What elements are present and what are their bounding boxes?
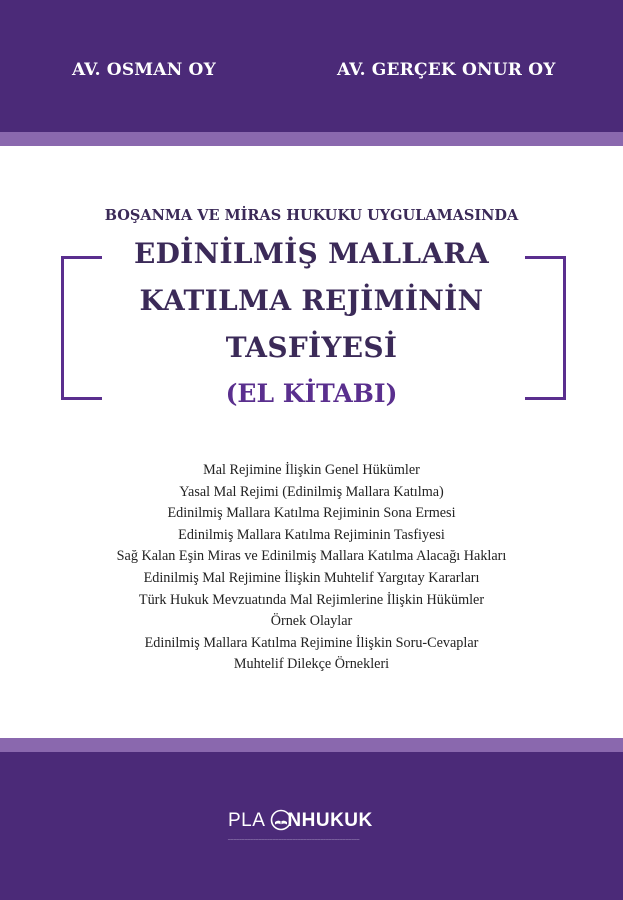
book-tagline: (EL KİTABI) [225, 379, 398, 408]
author-name-1: AV. OSMAN OY [72, 60, 216, 80]
book-subtitle: BOŞANMA VE MİRAS HUKUKU UYGULAMASINDA [104, 207, 519, 224]
publisher-tagline-line: _______________________________________________ [228, 835, 360, 840]
topic-item: Edinilmiş Mallara Katılma Rejiminin Tasfiyesi [178, 526, 445, 543]
topics-list [0, 460, 623, 676]
topic-item: Örnek Olaylar [270, 613, 353, 630]
topic-item: Edinilmiş Mal Rejimine İlişkin Muhtelif Yargıtay Kararları [143, 569, 480, 586]
topic-item: Sağ Kalan Eşin Miras ve Edinilmiş Mallara Katılma Alacağı Hakları [116, 548, 507, 565]
bottom-accent-stripe [0, 738, 623, 752]
book-title-line-1: EDİNİLMİŞ MALLARA [133, 237, 490, 270]
top-accent-stripe [0, 132, 623, 146]
topic-item: Yasal Mal Rejimi (Edinilmiş Mallara Katılma) [179, 483, 444, 500]
open-book-icon [270, 809, 292, 831]
publisher-name-suffix: NHUKUK [287, 810, 373, 831]
book-title-line-3: TASFİYESİ [225, 331, 398, 364]
author-name-2: AV. GERÇEK ONUR OY [337, 60, 556, 80]
topic-item: Mal Rejimine İlişkin Genel Hükümler [203, 462, 420, 478]
topic-item: Türk Hukuk Mevzuatında Mal Rejimlerine İlişkin Hükümler [138, 591, 485, 608]
book-title-line-2: KATILMA REJİMİNİN [139, 284, 484, 317]
topic-item: Edinilmiş Mallara Katılma Rejimine İlişkin Soru-Cevaplar [144, 634, 479, 651]
publisher-name [228, 810, 373, 832]
publisher-logo [228, 810, 398, 850]
topic-item: Edinilmiş Mallara Katılma Rejiminin Sona Ermesi [167, 505, 456, 522]
topic-item: Muhtelif Dilekçe Örnekleri [233, 656, 390, 673]
publisher-name-prefix: PLA [228, 810, 266, 831]
